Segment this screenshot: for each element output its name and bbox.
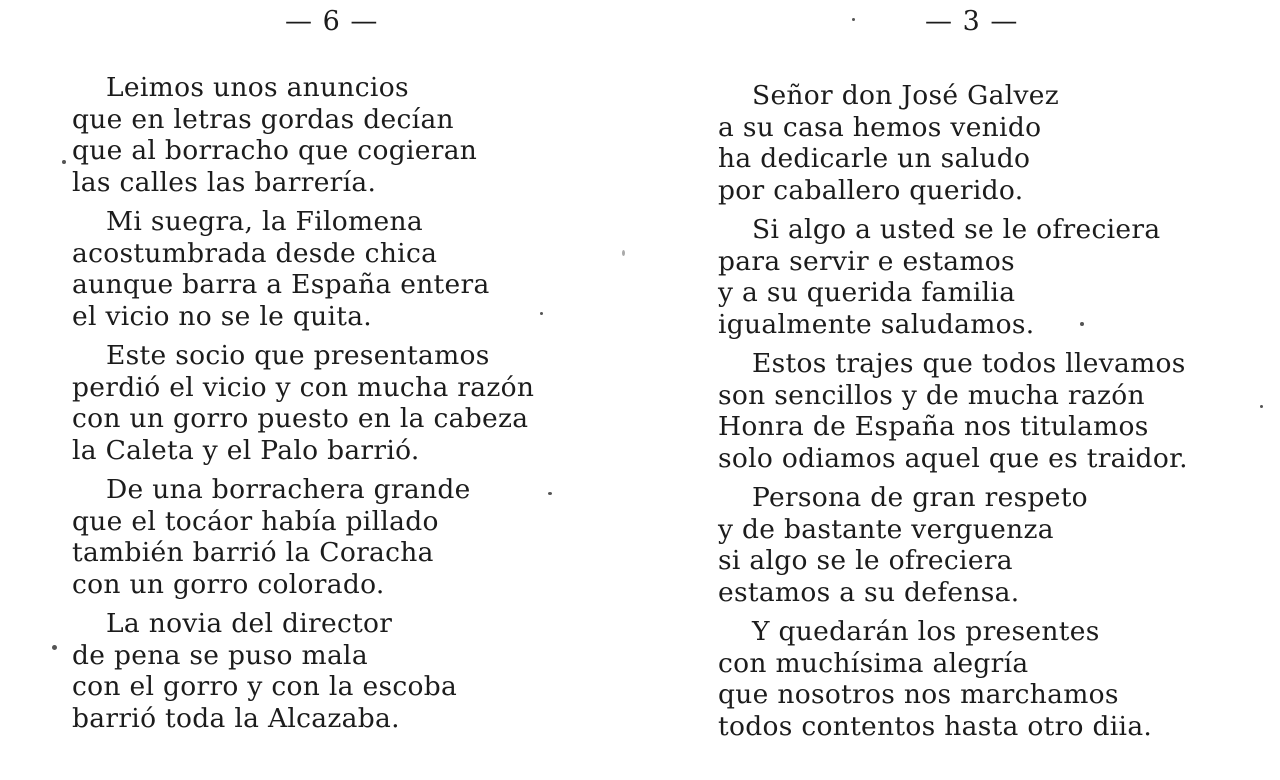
right-page [640,0,1280,780]
verse-line: el vicio no se le quita. [72,300,373,332]
print-speck [1260,405,1263,408]
verse-line: la Caleta y el Palo barrió. [72,434,420,466]
stanza [718,214,1268,340]
verse-line: y a su querida familia [718,277,1016,308]
page-number: — 3 — [925,6,1019,37]
verse-line: solo odiamos aquel que es traidor. [718,442,1188,474]
print-speck [852,18,855,21]
verse-line: barrió toda la Alcazaba. [72,702,400,734]
verse-line: Y quedarán los presentes [752,616,1100,647]
verse-line: si algo se le ofreciera [718,545,1013,576]
verse-line: que el tocáor había pillado [72,505,439,537]
verse-line: de pena se puso mala [72,639,368,671]
verse-line: a su casa hemos venido [718,111,1042,143]
poem-text [718,80,1268,750]
stanza [718,80,1268,206]
verse-line: con el gorro y con la escoba [72,671,458,702]
verse-line: que nosotros nos marchamos [718,679,1119,710]
verse-line: Mi suegra, la Filomena [106,206,423,237]
verse-line: Leimos unos anuncios [106,72,409,103]
verse-line: las calles las barrería. [72,166,377,198]
verse-line: también barrió la Coracha [72,537,434,568]
stanza [718,482,1268,608]
stanza [72,608,612,734]
print-speck [548,492,552,495]
verse-line: con un gorro colorado. [72,568,385,600]
verse-line: ha dedicarle un saludo [718,143,1031,174]
print-speck [622,250,625,256]
verse-line: aunque barra a España entera [72,269,490,300]
stanza [72,206,612,332]
verse-line: por caballero querido. [718,174,1024,206]
print-speck [1080,322,1084,326]
stanza [718,616,1268,742]
verse-line: Estos trajes que todos llevamos [752,348,1186,379]
page-number: — 6 — [285,6,379,37]
verse-line: para servir e estamos [718,245,1015,277]
verse-line: Este socio que presentamos [106,340,490,371]
verse-line: acostumbrada desde chica [72,237,438,269]
stanza [718,348,1268,474]
stanza [72,340,612,466]
stanza [72,474,612,600]
verse-line: con un gorro puesto en la cabeza [72,403,529,434]
verse-line: que al borracho que cogieran [72,135,478,166]
verse-line: perdió el vicio y con mucha razón [72,371,535,403]
verse-line: La novia del director [106,608,393,639]
verse-line: todos contentos hasta otro diia. [718,710,1153,742]
verse-line: Honra de España nos titulamos [718,411,1149,442]
verse-line: Persona de gran respeto [752,482,1088,513]
verse-line: Si algo a usted se le ofreciera [752,214,1161,245]
verse-line: De una borrachera grande [106,474,471,505]
poem-text [72,72,612,742]
stanza [72,72,612,198]
verse-line: son sencillos y de mucha razón [718,379,1145,411]
print-speck [540,312,543,315]
print-speck [52,645,57,650]
verse-line: igualmente saludamos. [718,308,1035,340]
verse-line: y de bastante verguenza [718,513,1054,545]
print-speck [62,160,66,164]
verse-line: que en letras gordas decían [72,103,454,135]
verse-line: con muchísima alegría [718,647,1029,679]
verse-line: estamos a su defensa. [718,576,1020,608]
verse-line: Señor don José Galvez [752,80,1059,111]
